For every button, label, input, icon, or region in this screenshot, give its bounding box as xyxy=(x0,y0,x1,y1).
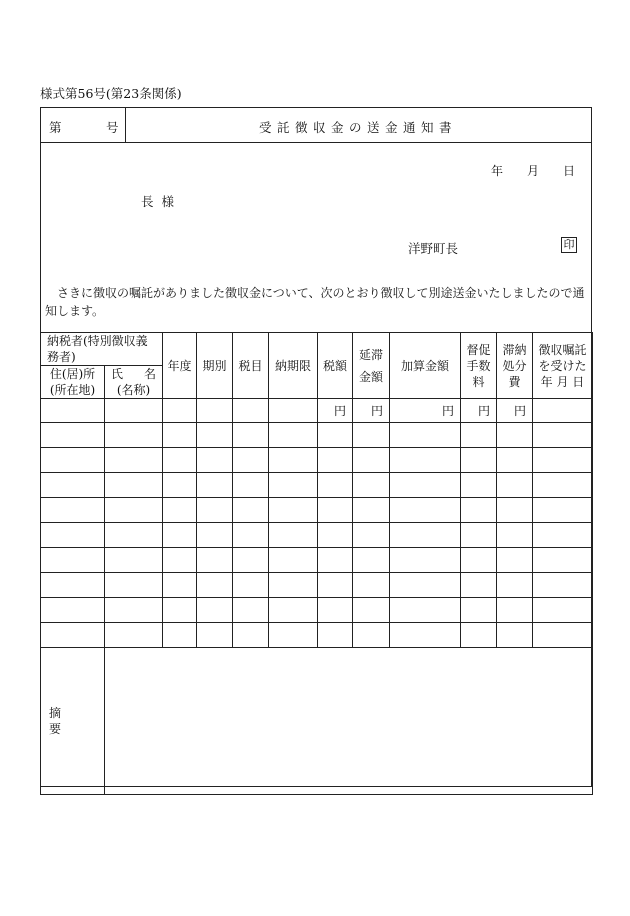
unit-disposition-cost[interactable]: 円 xyxy=(497,399,533,423)
number-label-prefix: 第 xyxy=(49,120,62,135)
header-year: 年度 xyxy=(163,333,197,399)
header-late-amount: 延滞 金額 xyxy=(353,333,390,399)
date-line[interactable]: 年 月 日 xyxy=(491,164,576,178)
notice-body-text: さきに徴収の嘱託がありました徴収金について、次のとおり徴収して別途送金いたしましたので通知します。 xyxy=(45,286,585,318)
summary-field[interactable] xyxy=(105,648,593,795)
header-reminder-fee: 督促 手数 料 xyxy=(461,333,497,399)
header-period: 期別 xyxy=(197,333,233,399)
form-caption: 様式第56号(第23条関係) xyxy=(40,86,182,101)
table-row xyxy=(41,573,593,598)
header-taxpayer: 納税者(特別徴収義 務者) xyxy=(41,333,163,366)
summary-label: 摘要 xyxy=(41,648,105,795)
header-disposition-cost: 滞納 処分 費 xyxy=(497,333,533,399)
header-additional-amount: 加算金額 xyxy=(390,333,461,399)
sender-name: 洋野町長 xyxy=(408,241,459,256)
header-commission-date: 徴収嘱託 を受けた 年 月 日 xyxy=(533,333,593,399)
header-tax-item: 税目 xyxy=(233,333,269,399)
header-name: 氏 名 (名称) xyxy=(105,366,163,399)
number-label-suffix: 号 xyxy=(106,120,119,135)
table-row xyxy=(41,523,593,548)
notice-form xyxy=(40,107,592,787)
table-row xyxy=(41,623,593,648)
unit-late[interactable]: 円 xyxy=(353,399,390,423)
addressee[interactable]: 長様 xyxy=(141,194,183,209)
table-row xyxy=(41,473,593,498)
table-row xyxy=(41,399,593,423)
table-row xyxy=(41,498,593,523)
unit-additional[interactable]: 円 xyxy=(390,399,461,423)
table-row xyxy=(41,423,593,448)
form-header xyxy=(41,108,591,143)
document-number-field[interactable] xyxy=(41,108,126,142)
header-tax-amount: 税額 xyxy=(318,333,353,399)
table-row xyxy=(41,598,593,623)
form-title: 受託徴収金の送金通知書 xyxy=(258,120,457,135)
header-due-date: 納期限 xyxy=(269,333,318,399)
header-address: 住(居)所 (所在地) xyxy=(41,366,105,399)
seal-mark: 印 xyxy=(561,237,577,253)
unit-reminder-fee[interactable]: 円 xyxy=(461,399,497,423)
remittance-table xyxy=(40,332,593,795)
unit-tax[interactable]: 円 xyxy=(318,399,353,423)
table-row xyxy=(41,448,593,473)
table-row xyxy=(41,548,593,573)
